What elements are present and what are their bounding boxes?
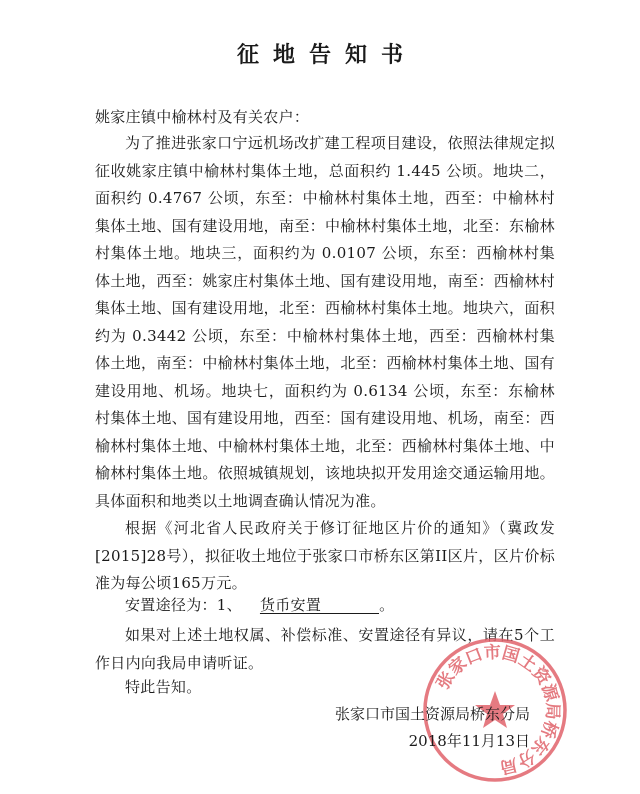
resettlement-label: 安置途径为：1、	[125, 596, 242, 614]
paragraph-land-description: 为了推进张家口宁远机场改扩建工程项目建设，依照法律规定拟征收姚家庄镇中榆林村集体土地，总面积约 1.445 公顷。地块二，面积约 0.4767 公顷，东至：中榆林村集体土地，西至：中榆林村集体土地、国有建设用地，南至：中榆林村集体土地，北至：东榆林村集体土地。地块三，面积约为 0.0107 公顷，东至：西榆林村集体土地，西至：姚家庄村集体土地、国有建设用地，南至：西榆林村集体土地、国有建设用地，北至：西榆林村集体土地。地块六，面积约为 0.3442 公顷，东至：中榆林村集体土地，西至：西榆林村集体土地，南至：中榆林村集体土地，北至：西榆林村集体土地、国有建设用地、机场。地块七，面积约为 0.6134 公顷，东至：东榆林村集体土地、国有建设用地，西至：国有建设用地、机场，南至：西榆林村集体土地、中榆林村集体土地，北至：西榆林村集体土地、中榆林村集体土地。依照城镇规划，该地块拟开发用途交通运输用地。具体面积和地类以土地调查确认情况为准。	[95, 134, 555, 510]
paragraph-resettlement	[95, 592, 555, 620]
resettlement-value: 货币安置	[259, 596, 322, 614]
salutation: 姚家庄镇中榆林村及有关农户：	[95, 108, 310, 126]
seal-text-path: 张家口市国土资源局桥东分局	[433, 642, 563, 778]
resettlement-underline	[319, 595, 379, 614]
paragraph-hearing: 如果对上述土地权属、补偿标准、安置途径有异议，请在5个工作日内向我局申请听证。	[95, 626, 555, 672]
paragraph-compensation-standard: 根据《河北省人民政府关于修订征地区片价的通知》（冀政发[2015]28号），拟征收土地位于张家口市桥东区第II区片，区片价标准为每公顷165万元。	[95, 519, 555, 592]
document-title: 征地告知书	[236, 43, 417, 68]
resettlement-end: 。	[379, 596, 395, 614]
closing-line: 特此告知。	[125, 678, 202, 696]
signature-date: 2018年11月13日	[408, 732, 530, 750]
signature-organization: 张家口市国土资源局桥东分局	[334, 705, 530, 723]
